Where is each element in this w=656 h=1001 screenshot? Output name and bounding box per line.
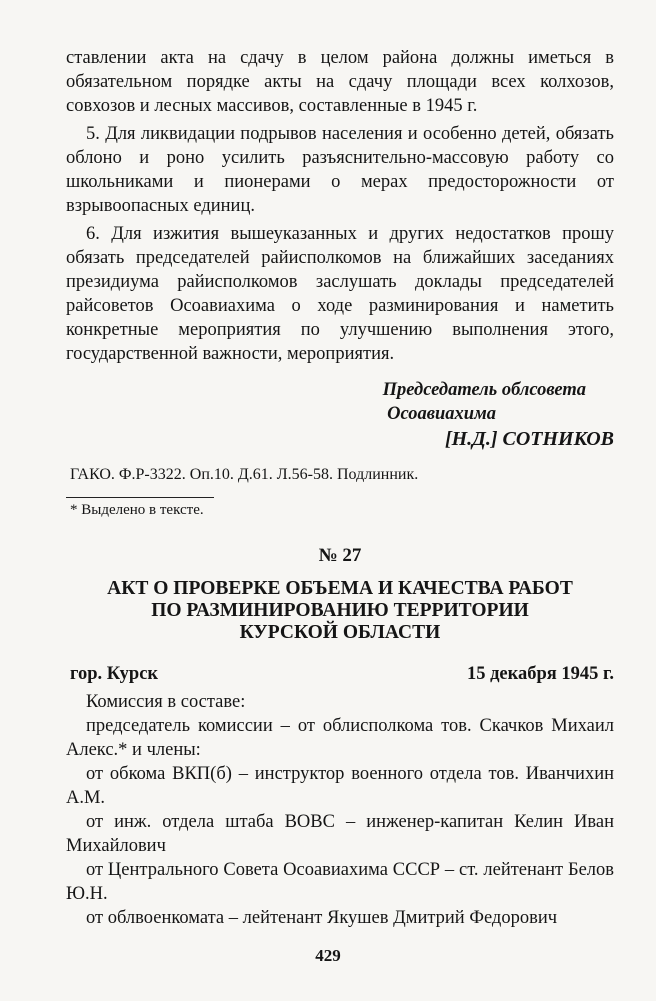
place-date-line [66, 662, 614, 686]
signature-title-line2: Осоавиахима [387, 404, 496, 424]
commission-member: от Центрального Совета Осоавиахима СССР – ст. лейтенант Белов Ю.Н. [66, 860, 614, 904]
signature-name: [Н.Д.] СОТНИКОВ [444, 428, 614, 450]
document-number: № 27 [318, 545, 362, 566]
archive-reference: ГАКО. Ф.Р-3322. Оп.10. Д.61. Л.56-58. Подлинник. [70, 466, 419, 483]
document-title-line1: АКТ О ПРОВЕРКЕ ОБЪЕМА И КАЧЕСТВА РАБОТ [107, 578, 573, 599]
signature-title-line1: Председатель облсовета [382, 380, 586, 400]
commission-intro: Комиссия в составе: [86, 692, 246, 712]
document-title [66, 578, 614, 644]
commission-member: председатель комиссии – от облисполкома тов. Скачков Михаил Алекс.* и члены: [66, 716, 614, 760]
commission-member: от обкома ВКП(б) – инструктор военного отдела тов. Иванчихин А.М. [66, 764, 614, 808]
footnote: * Выделено в тексте. [70, 502, 204, 518]
page-number: 429 [315, 946, 341, 965]
document-date: 15 декабря 1945 г. [466, 664, 614, 684]
commission-member: от облвоенкомата – лейтенант Якушев Дмитрий Федорович [86, 908, 558, 928]
document-title-line3: КУРСКОЙ ОБЛАСТИ [239, 622, 441, 643]
paragraph-item-5: 5. Для ликвидации подрывов населения и особенно детей, обязать облоно и роно усилить разъяснительно-массовую работу со школьниками и пионерами о мерах предосторожности от взрывоопасных единиц. [66, 124, 614, 216]
document-page [66, 46, 614, 930]
paragraph-continuation: ставлении акта на сдачу в целом района должны иметься в обязательном порядке акты на сдачу площади всех колхозов, совхозов и лесных массивов, составленные в 1945 г. [66, 48, 614, 116]
footnote-divider [66, 497, 214, 498]
commission-member: от инж. отдела штаба ВОВС – инженер-капитан Келин Иван Михайлович [66, 812, 614, 856]
document-title-line2: ПО РАЗМИНИРОВАНИЮ ТЕРРИТОРИИ [151, 600, 529, 621]
paragraph-item-6: 6. Для изжития вышеуказанных и других недостатков прошу обязать председателей райисполкомов на ближайших заседаниях президиума райисполкомов заслушать доклады председателей райсоветов Осоавиахима о ходе разминирования и наметить конкретные мероприятия по улучшению выполнения этого, государственной важности, мероприятия. [66, 224, 614, 364]
document-place: гор. Курск [70, 664, 159, 684]
